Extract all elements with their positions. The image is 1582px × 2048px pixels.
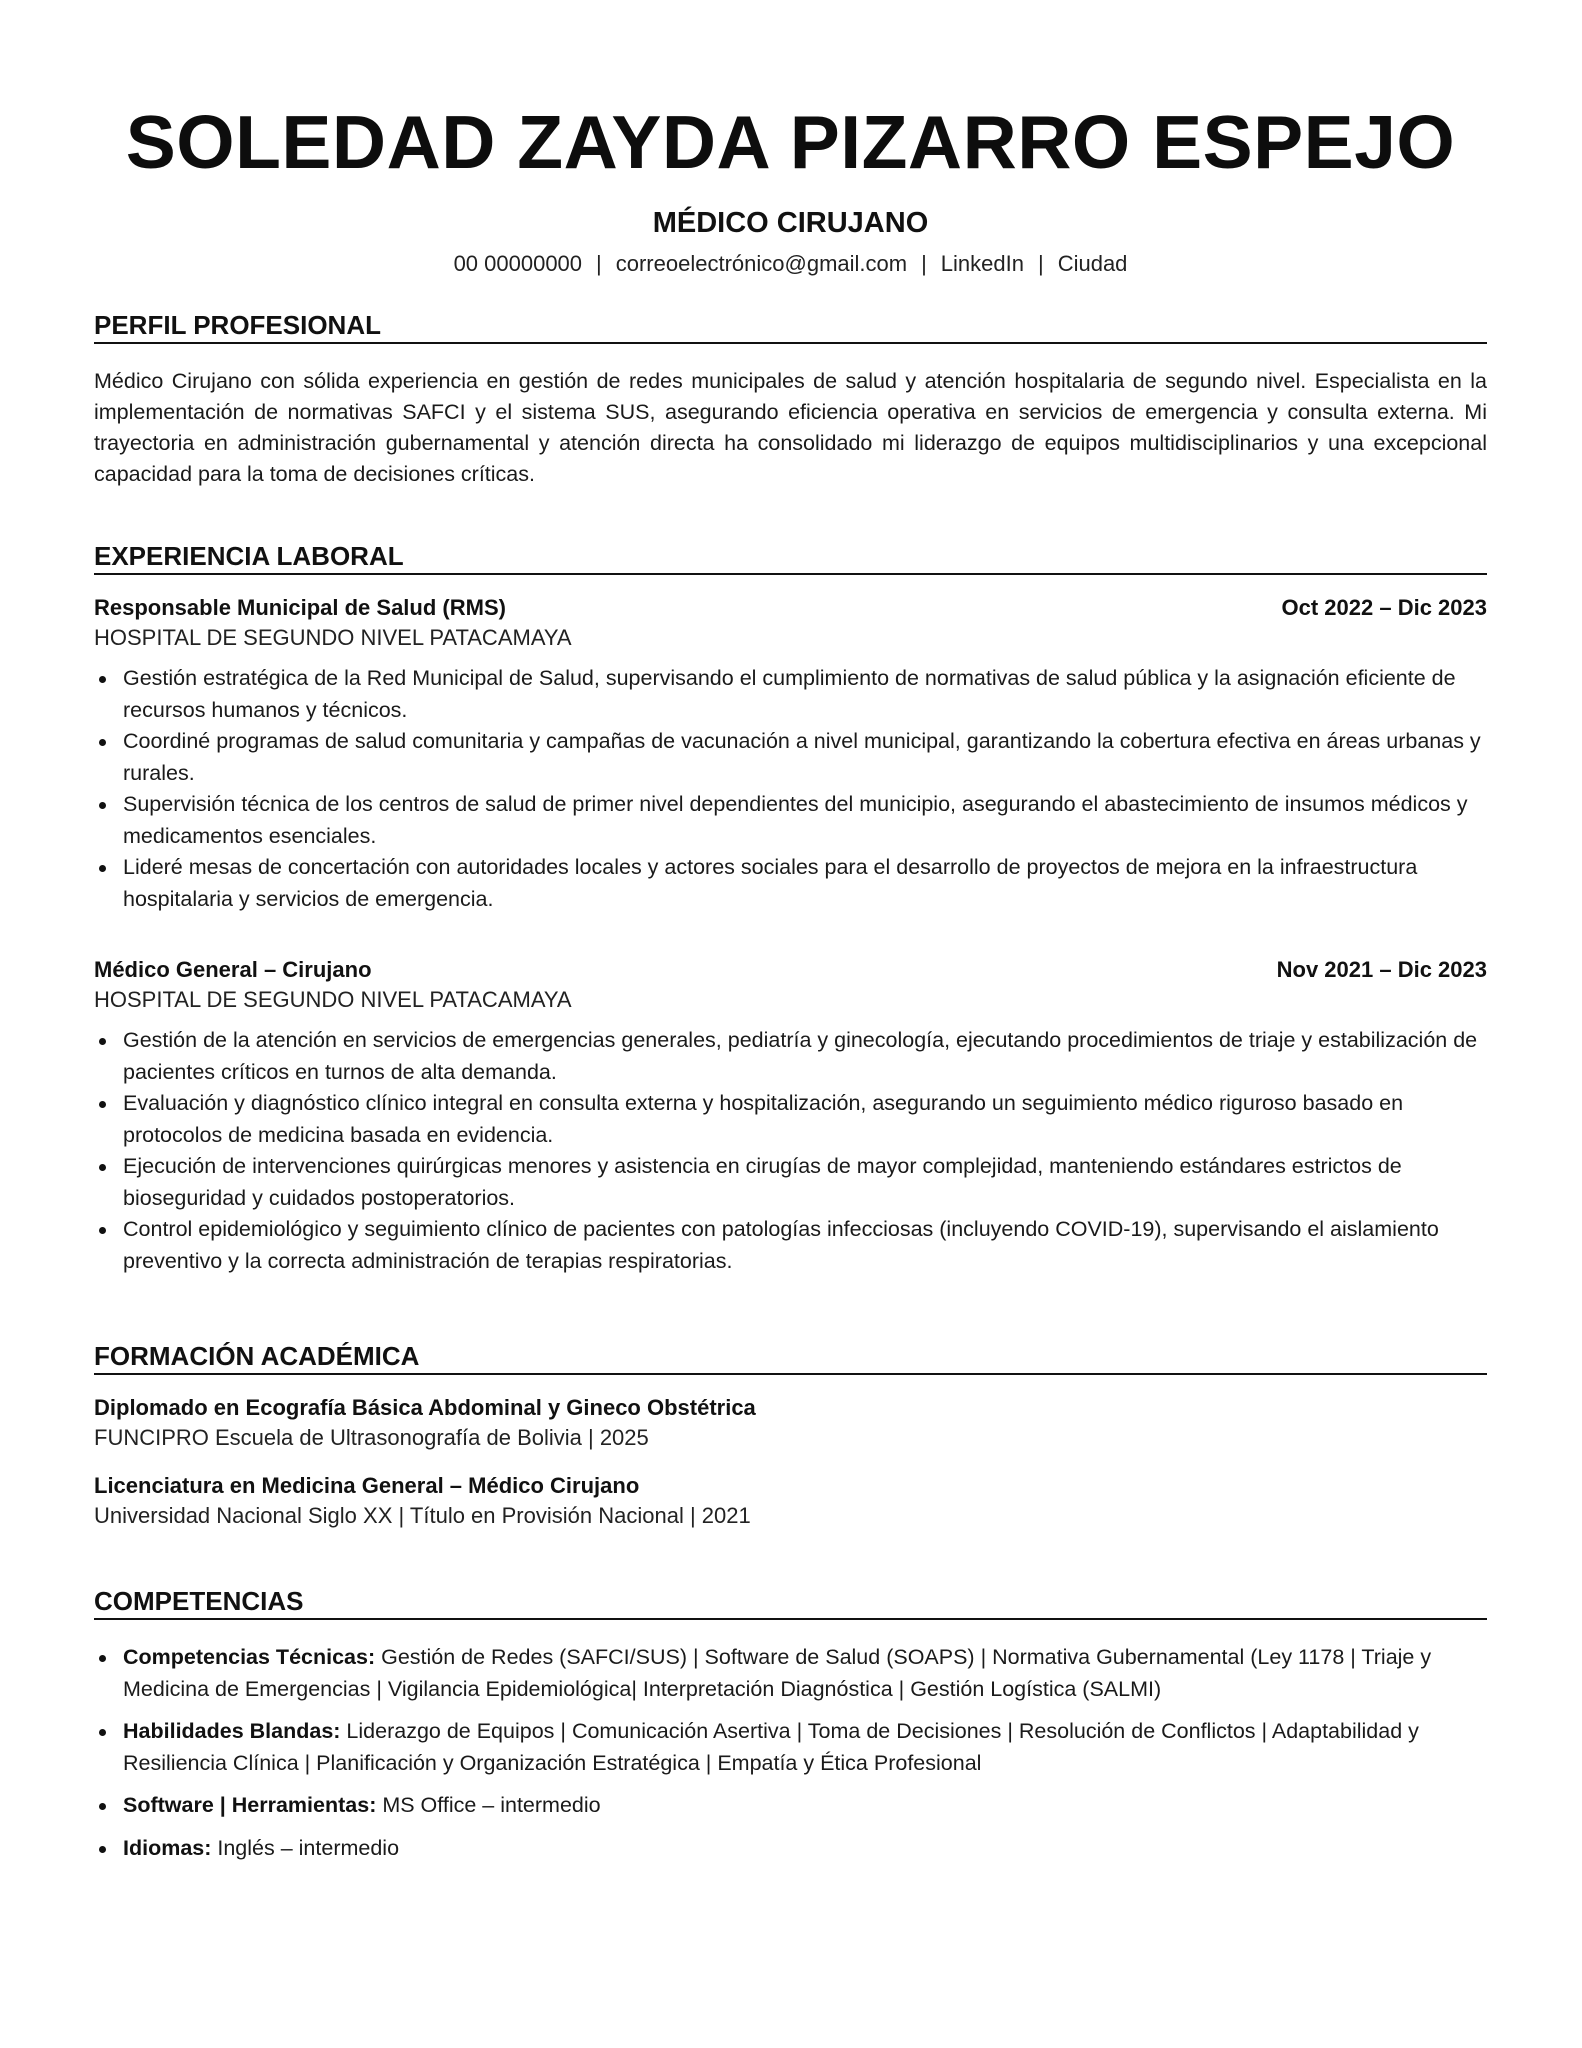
skill-item bbox=[123, 1642, 1487, 1705]
education-entry bbox=[94, 1393, 1487, 1453]
skills-heading: COMPETENCIAS bbox=[94, 1586, 1487, 1620]
skill-text: Gestión de Redes (SAFCI/SUS) | Software de Salud (SOAPS) | Normativa Gubernamental (Ley 1178 | Triaje y Medicina de Emergencias | Vigilancia Epidemiológica| Interpretación Diagnóstica | Gestión Logística (SALMI) bbox=[123, 1645, 1432, 1701]
profile-text: Médico Cirujano con sólida experiencia en gestión de redes municipales de salud y atención hospitalaria de segundo nivel. Especialista en la implementación de normativas SAFCI y el sistema SUS, asegurando eficiencia operativa en servicios de emergencia y consulta externa. Mi trayectoria en administración gubernamental y atención directa ha consolidado mi liderazgo de equipos multidisciplinarios y una excepcional capacidad para la toma de decisiones críticas. bbox=[94, 369, 1487, 486]
education-title: Diplomado en Ecografía Básica Abdominal y Gineco Obstétrica bbox=[94, 1395, 756, 1420]
contact-separator: | bbox=[596, 251, 602, 276]
job-header bbox=[94, 593, 1487, 623]
job-bullet: Lideré mesas de concertación con autoridades locales y actores sociales para el desarrollo de proyectos de mejora en la infraestructura hospitalaria y servicios de emergencia. bbox=[123, 852, 1487, 915]
education-detail: FUNCIPRO Escuela de Ultrasonografía de Bolivia | 2025 bbox=[94, 1425, 649, 1450]
skill-label: Competencias Técnicas: bbox=[123, 1645, 376, 1669]
contact-linkedin: LinkedIn bbox=[940, 251, 1024, 276]
job-bullet: Ejecución de intervenciones quirúrgicas menores y asistencia en cirugías de mayor complejidad, manteniendo estándares estrictos de bioseguridad y cuidados postoperatorios. bbox=[123, 1151, 1487, 1214]
contact-separator: | bbox=[921, 251, 927, 276]
profile-heading: PERFIL PROFESIONAL bbox=[94, 310, 1487, 344]
resume-page bbox=[94, 100, 1487, 278]
skills-section bbox=[94, 1586, 1487, 1875]
contact-email: correoelectrónico@gmail.com bbox=[615, 251, 908, 276]
contact-city: Ciudad bbox=[1057, 251, 1128, 276]
job-title: Responsable Municipal de Salud (RMS) bbox=[94, 595, 506, 620]
education-entry bbox=[94, 1471, 1487, 1531]
skill-text: Inglés – intermedio bbox=[211, 1835, 400, 1860]
skill-item bbox=[123, 1833, 1487, 1865]
job-header bbox=[94, 955, 1487, 985]
job-entry bbox=[94, 955, 1487, 1277]
job-dates: Oct 2022 – Dic 2023 bbox=[1281, 595, 1487, 620]
profile-section bbox=[94, 310, 1487, 490]
job-title: Médico General – Cirujano bbox=[94, 957, 372, 982]
job-bullet: Gestión estratégica de la Red Municipal de Salud, supervisando el cumplimiento de normativas de salud pública y la asignación eficiente de recursos humanos y técnicos. bbox=[123, 663, 1487, 726]
job-bullet: Control epidemiológico y seguimiento clínico de pacientes con patologías infecciosas (incluyendo COVID-19), supervisando el aislamiento preventivo y la correcta administración de terapias respiratorias. bbox=[123, 1214, 1487, 1277]
skill-label: Software | Herramientas: bbox=[123, 1793, 377, 1817]
job-entry bbox=[94, 593, 1487, 915]
skill-item bbox=[123, 1790, 1487, 1822]
education-title: Licenciatura en Medicina General – Médico Cirujano bbox=[94, 1473, 640, 1498]
education-section bbox=[94, 1341, 1487, 1531]
education-detail: Universidad Nacional Siglo XX | Título en Provisión Nacional | 2021 bbox=[94, 1503, 751, 1528]
skill-label: Habilidades Blandas: bbox=[123, 1719, 341, 1743]
skill-label: Idiomas: bbox=[123, 1835, 212, 1860]
skill-text: MS Office – intermedio bbox=[376, 1793, 601, 1817]
contact-phone: 00 00000000 bbox=[453, 251, 583, 276]
contact-line bbox=[94, 250, 1487, 278]
job-dates: Nov 2021 – Dic 2023 bbox=[1276, 957, 1487, 982]
job-organization: HOSPITAL DE SEGUNDO NIVEL PATACAMAYA bbox=[94, 987, 572, 1012]
experience-section bbox=[94, 541, 1487, 1277]
education-heading: FORMACIÓN ACADÉMICA bbox=[94, 1341, 1487, 1375]
job-bullet-list bbox=[94, 1025, 1487, 1277]
skill-text: Liderazgo de Equipos | Comunicación Asertiva | Toma de Decisiones | Resolución de Conflictos | Adaptabilidad y Resiliencia Clínica | Planificación y Organización Estratégica | Empatía y Ética Profesional bbox=[123, 1719, 1419, 1775]
contact-separator: | bbox=[1037, 251, 1044, 276]
job-bullet: Supervisión técnica de los centros de salud de primer nivel dependientes del municipio, asegurando el abastecimiento de insumos médicos y medicamentos esenciales. bbox=[123, 789, 1487, 852]
candidate-role: MÉDICO CIRUJANO bbox=[652, 207, 929, 239]
experience-heading: EXPERIENCIA LABORAL bbox=[94, 541, 1487, 575]
job-bullet: Coordiné programas de salud comunitaria y campañas de vacunación a nivel municipal, garantizando la cobertura efectiva en áreas urbanas y rurales. bbox=[123, 726, 1487, 789]
job-bullet-list bbox=[94, 663, 1487, 915]
job-bullet: Gestión de la atención en servicios de emergencias generales, pediatría y ginecología, ejecutando procedimientos de triaje y estabilización de pacientes críticos en turnos de alta demanda. bbox=[123, 1025, 1487, 1088]
skills-list bbox=[94, 1642, 1487, 1864]
skill-item bbox=[123, 1716, 1487, 1779]
job-organization: HOSPITAL DE SEGUNDO NIVEL PATACAMAYA bbox=[94, 625, 572, 650]
candidate-name: SOLEDAD ZAYDA PIZARRO ESPEJO bbox=[125, 100, 1456, 184]
job-bullet: Evaluación y diagnóstico clínico integral en consulta externa y hospitalización, asegurando un seguimiento médico riguroso basado en protocolos de medicina basada en evidencia. bbox=[123, 1088, 1487, 1151]
